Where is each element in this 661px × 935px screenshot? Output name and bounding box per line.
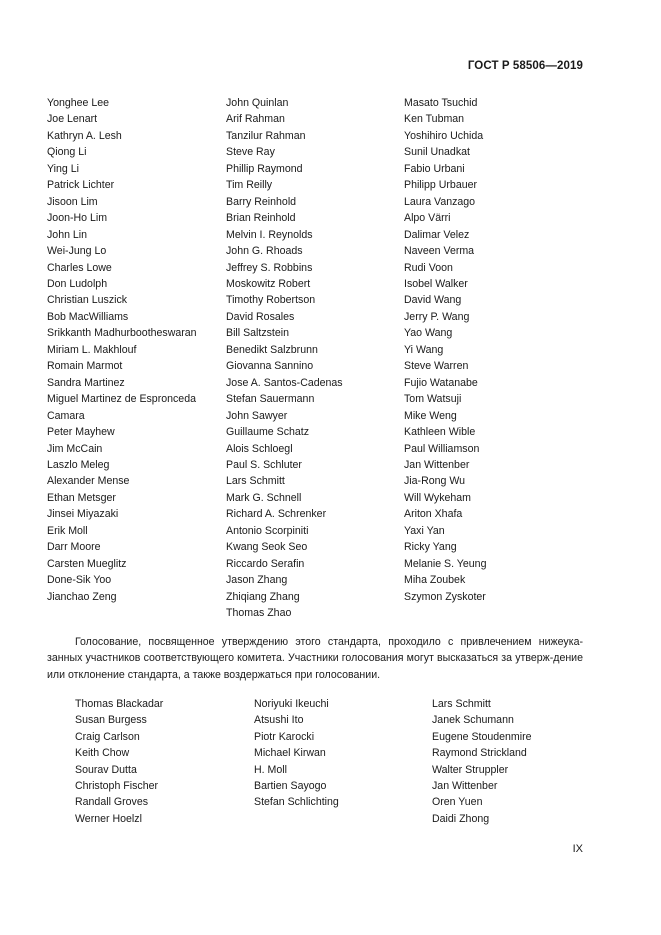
voter-name: Randall Groves: [75, 796, 149, 809]
participant-name: Darr Moore: [47, 541, 101, 554]
participant-name: Joon-Ho Lim: [47, 212, 108, 225]
participant-name: Kwang Seok Seo: [226, 541, 308, 554]
participant-name: Miriam L. Makhlouf: [47, 343, 137, 356]
participant-name: Alois Schloegl: [226, 442, 293, 455]
participant-name: Barry Reinhold: [226, 195, 297, 208]
voter-name: Stefan Schlichting: [254, 796, 339, 809]
page-number: IX: [572, 843, 583, 855]
participant-name: Steve Warren: [404, 360, 469, 373]
participant-name: Bill Saltzstein: [226, 327, 289, 340]
participant-name: Charles Lowe: [47, 261, 112, 274]
voter-name: Craig Carlson: [75, 730, 140, 743]
participant-name: Guillaume Schatz: [226, 426, 310, 439]
voter-name: Noriyuki Ikeuchi: [254, 698, 329, 710]
participant-name: Patrick Lichter: [47, 179, 115, 192]
participant-name: John G. Rhoads: [226, 245, 303, 258]
participant-name: Jim McCain: [47, 442, 103, 455]
participant-name: Yoshihiro Uchida: [404, 129, 484, 142]
participant-name: Srikkanth Madhurbootheswaran: [47, 327, 197, 340]
participant-name: Miguel Martinez de Espronceda: [47, 393, 196, 406]
participant-name: Peter Mayhew: [47, 426, 115, 439]
participant-name: Erik Moll: [47, 524, 88, 537]
participant-name: Zhiqiang Zhang: [226, 590, 300, 603]
participant-name: Jisoon Lim: [47, 195, 98, 208]
voter-name: Atsushi Ito: [254, 714, 304, 727]
participant-name: Rudi Voon: [404, 261, 453, 274]
participant-name: Naveen Verma: [404, 245, 475, 258]
participant-name: Fujio Watanabe: [404, 376, 478, 389]
participant-name: Yaxi Yan: [404, 524, 445, 537]
participant-name: Isobel Walker: [404, 277, 468, 290]
participant-name: Szymon Zyskoter: [404, 590, 486, 603]
participant-name: Carsten Mueglitz: [47, 557, 127, 570]
participant-name: David Rosales: [226, 310, 295, 323]
participant-name: Antonio Scorpiniti: [226, 524, 309, 537]
participants-column-3: [404, 95, 486, 605]
voter-name: Janek Schumann: [432, 714, 514, 727]
participant-name: Melanie S. Yeung: [404, 557, 487, 570]
participant-name: Kathryn A. Lesh: [47, 129, 122, 142]
voter-name: Bartien Sayogo: [254, 780, 327, 793]
participant-name: Yi Wang: [404, 343, 444, 356]
participant-name: John Quinlan: [226, 97, 289, 109]
participant-name: Ken Tubman: [404, 113, 465, 126]
participant-name: Fabio Urbani: [404, 162, 465, 175]
participant-name: Jianchao Zeng: [47, 590, 117, 603]
participant-name: Miha Zoubek: [404, 574, 466, 587]
participant-name: Arif Rahman: [226, 113, 285, 126]
participant-name: Timothy Robertson: [226, 294, 316, 307]
participant-name: Alpo Värri: [404, 212, 451, 225]
participant-name: Jose A. Santos-Cadenas: [226, 376, 343, 389]
voter-name: Jan Wittenber: [432, 780, 498, 793]
participant-name: Jason Zhang: [226, 574, 288, 587]
participant-name: Tanzilur Rahman: [226, 129, 306, 142]
participant-name: Lars Schmitt: [226, 475, 285, 488]
participant-name: Romain Marmot: [47, 360, 123, 373]
participant-name: Mark G. Schnell: [226, 491, 302, 504]
participant-name: John Sawyer: [226, 409, 288, 422]
participant-name: Yonghee Lee: [47, 97, 110, 109]
voters-column-2: [254, 696, 339, 811]
standard-number: ГОСТ Р 58506—2019: [467, 60, 583, 72]
participant-name: Paul Williamson: [404, 442, 480, 455]
participant-name: Will Wykeham: [404, 491, 472, 504]
participant-name: Done-Sik Yoo: [47, 574, 112, 587]
voter-name: Lars Schmitt: [432, 698, 491, 710]
voter-name: Oren Yuen: [432, 796, 483, 809]
voter-name: Daidi Zhong: [432, 812, 490, 825]
participant-name: Jinsei Miyazaki: [47, 508, 119, 521]
participant-name: Thomas Zhao: [226, 607, 292, 620]
participant-name: Benedikt Salzbrunn: [226, 343, 318, 356]
participant-name: Dalimar Velez: [404, 228, 470, 241]
participant-name: Masato Tsuchid: [404, 97, 478, 109]
participant-name: Stefan Sauermann: [226, 393, 315, 406]
participant-name: Giovanna Sannino: [226, 360, 314, 373]
participant-name: Ying Li: [47, 162, 79, 175]
participant-name: Laszlo Meleg: [47, 458, 110, 471]
participant-name: Kathleen Wible: [404, 426, 476, 439]
voter-name: Raymond Strickland: [432, 747, 527, 760]
participant-name: Yao Wang: [404, 327, 453, 340]
voter-name: Michael Kirwan: [254, 747, 326, 760]
participant-name: David Wang: [404, 294, 462, 307]
participant-name: Jia-Rong Wu: [404, 475, 466, 488]
participant-name: Qiong Li: [47, 146, 87, 159]
participant-name: Melvin I. Reynolds: [226, 228, 313, 241]
participant-name: Brian Reinhold: [226, 212, 296, 225]
participant-name: Philipp Urbauer: [404, 179, 478, 192]
participants-column-1: [47, 95, 197, 605]
participant-name: John Lin: [47, 228, 88, 241]
voters-column-1: [75, 696, 163, 827]
participant-name: Camara: [47, 409, 85, 422]
voter-name: H. Moll: [254, 763, 287, 776]
participant-name: Riccardo Serafin: [226, 557, 305, 570]
voter-name: Sourav Dutta: [75, 763, 137, 776]
voter-name: Werner Hoelzl: [75, 812, 142, 825]
participant-name: Phillip Raymond: [226, 162, 303, 175]
participant-name: Mike Weng: [404, 409, 457, 422]
participant-name: Don Ludolph: [47, 277, 108, 290]
voting-paragraph: Голосование, посвященное утверждению этого стандарта, проходило с привлечением нижеука-занных участников соответствующего комитета. Участники голосования могут высказаться за утверж-дение или отклонение стандарта, а также воздержаться при голосовании.: [47, 636, 583, 681]
participant-name: Sunil Unadkat: [404, 146, 470, 159]
participant-name: Alexander Mense: [47, 475, 130, 488]
voter-name: Christoph Fischer: [75, 780, 159, 793]
voters-column-3: [432, 696, 532, 827]
voter-name: Susan Burgess: [75, 714, 147, 727]
participant-name: Joe Lenart: [47, 113, 98, 126]
participant-name: Ethan Metsger: [47, 491, 116, 504]
participant-name: Sandra Martinez: [47, 376, 125, 389]
participant-name: Jan Wittenber: [404, 458, 470, 471]
participant-name: Tim Reilly: [226, 179, 273, 192]
voter-name: Piotr Karocki: [254, 730, 315, 743]
participant-name: Jeffrey S. Robbins: [226, 261, 313, 274]
participant-name: Ricky Yang: [404, 541, 457, 554]
participant-name: Wei-Jung Lo: [47, 245, 107, 258]
participant-name: Bob MacWilliams: [47, 310, 129, 323]
voter-name: Keith Chow: [75, 747, 130, 760]
voter-name: Eugene Stoudenmire: [432, 730, 532, 743]
participant-name: Tom Watsuji: [404, 393, 462, 406]
participant-name: Steve Ray: [226, 146, 275, 159]
participants-column-2: [226, 95, 343, 622]
participant-name: Ariton Xhafa: [404, 508, 463, 521]
voter-name: Walter Struppler: [432, 763, 509, 776]
participant-name: Moskowitz Robert: [226, 277, 311, 290]
voter-name: Thomas Blackadar: [75, 698, 164, 710]
participant-name: Laura Vanzago: [404, 195, 476, 208]
participant-name: Richard A. Schrenker: [226, 508, 327, 521]
participant-name: Christian Luszick: [47, 294, 128, 307]
participant-name: Paul S. Schluter: [226, 458, 302, 471]
participant-name: Jerry P. Wang: [404, 310, 470, 323]
